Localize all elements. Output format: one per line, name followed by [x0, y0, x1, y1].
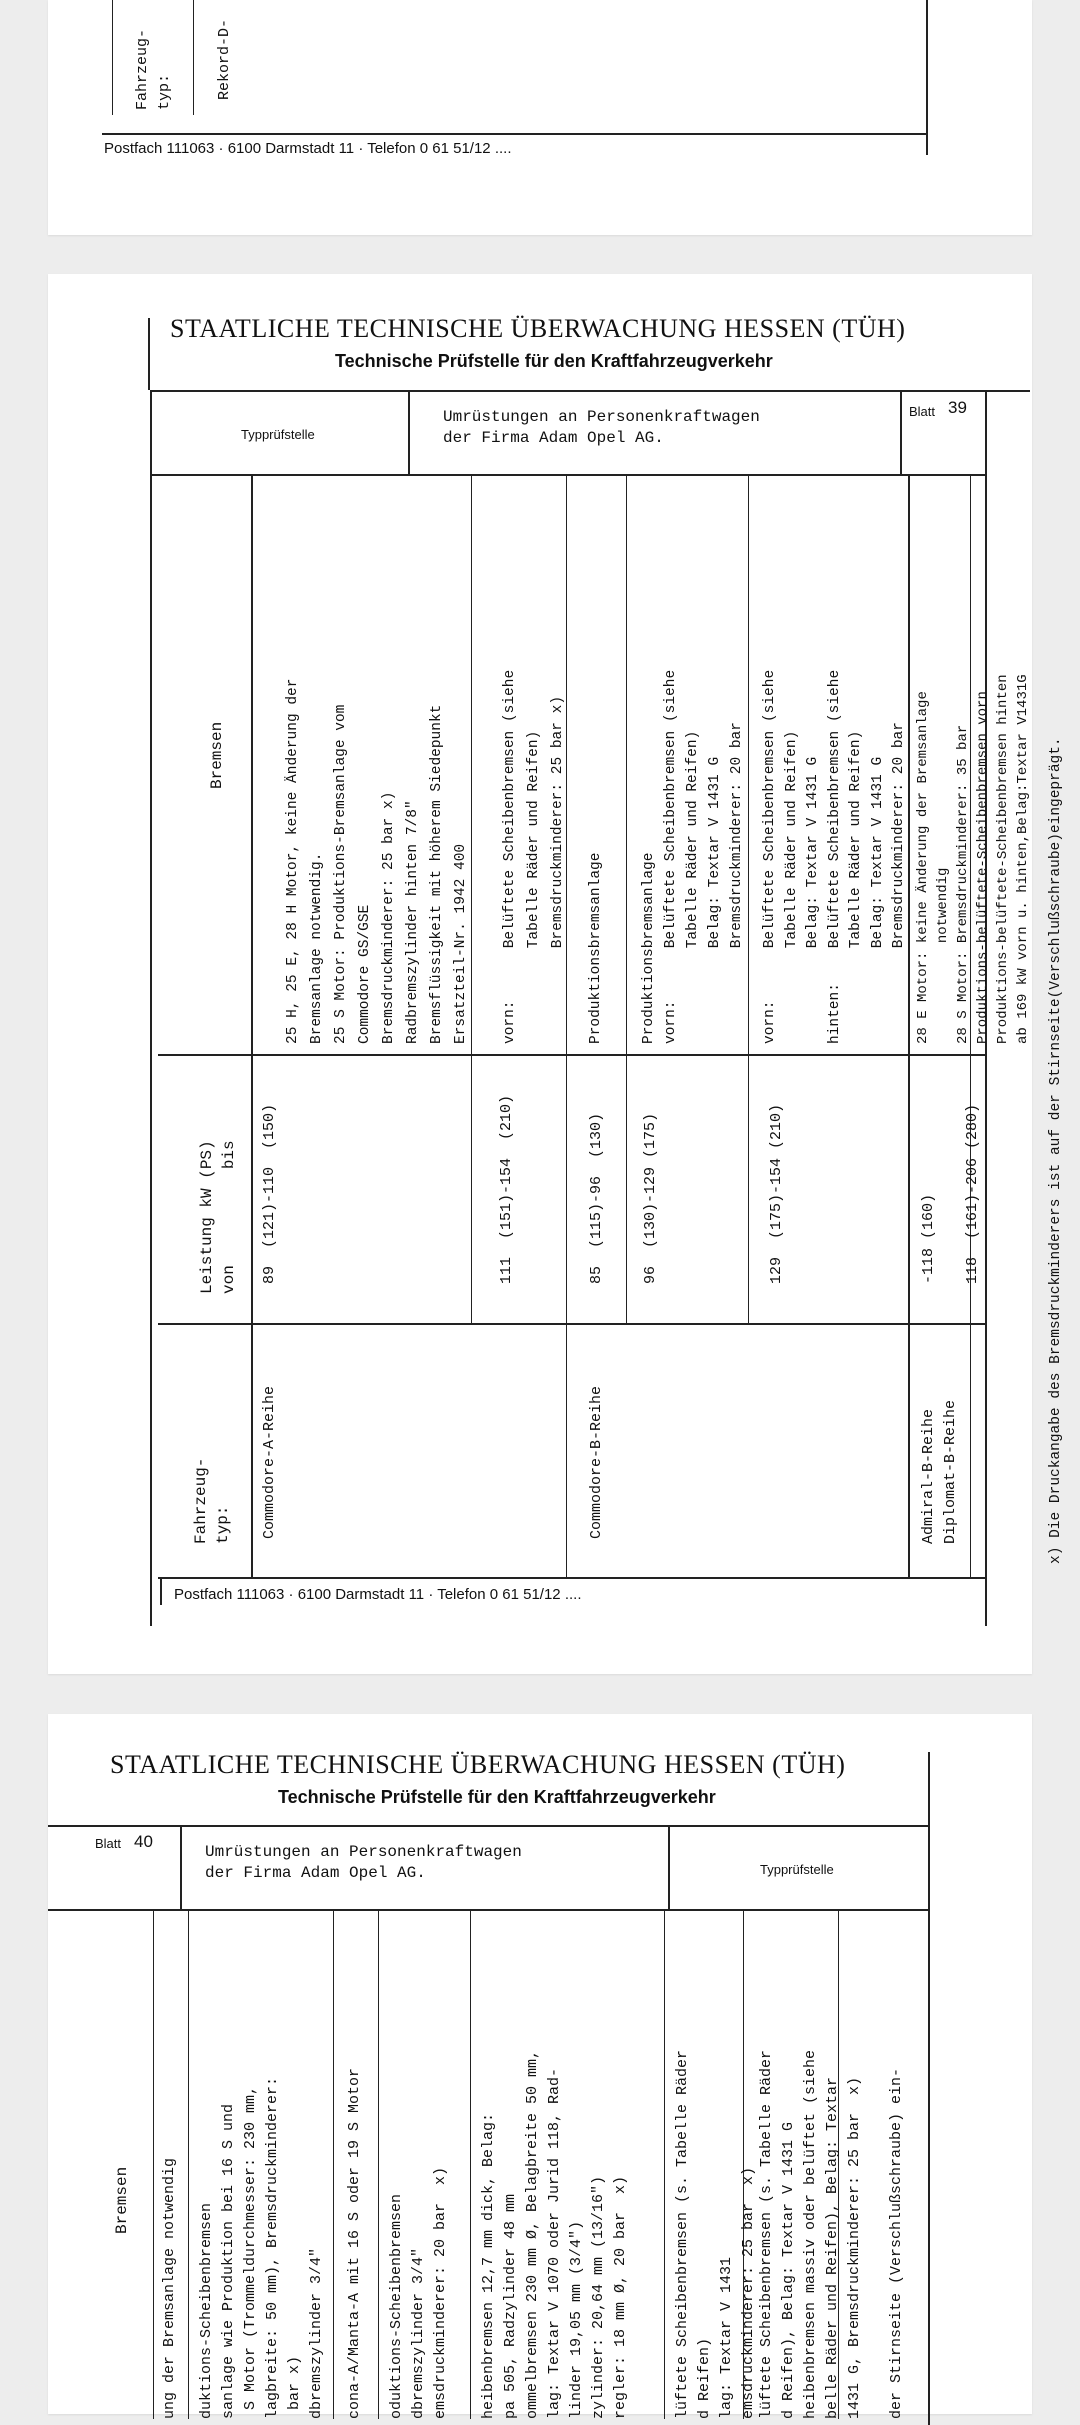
- footnote: x) Die Druckangabe des Bremsdruckminderers ist auf der Stirnseite(Verschlußschraube)eingeprägt.: [1048, 737, 1064, 1564]
- col-2: duktions-Scheibenbremsen sanlage wie Produktion bei 16 S und S Motor (Trommeldurchmesser: 230 mm, lagbreite: 50 mm), Bremsdruckminderer: bar x) dbremszylinder 3/4": [198, 2076, 325, 2419]
- frame-header-div2: [668, 1825, 670, 1911]
- frame-bottom: [158, 1577, 985, 1579]
- row-divider-4: [378, 1909, 379, 2419]
- row-divider-5: [470, 1909, 471, 2419]
- row-2-brakes: vorn: Belüftete Scheibenbremsen (siehe Tabelle Räder und Reifen) Bremsdruckminderer: 25 bar x): [502, 669, 566, 1044]
- frame-right-top: [928, 1752, 930, 1826]
- fahrzeugtyp-label: Fahrzeug- typ:: [134, 28, 173, 110]
- header-fahrzeugtyp: Fahrzeug- typ:: [192, 1457, 232, 1544]
- row-1-model: Commodore-A-Reihe: [261, 1385, 278, 1539]
- page-footer: Postfach 111063 · 6100 Darmstadt 11 · Telefon 0 61 51/12 ....: [174, 1586, 582, 1603]
- col-3: cona-A/Manta-A mit 16 S oder 19 S Motor: [346, 2067, 363, 2419]
- table-border-left: [112, 0, 113, 115]
- blatt-number: 40: [134, 1832, 153, 1851]
- table-col-divider-2: [158, 1323, 985, 1325]
- page-title: STAATLICHE TECHNISCHE ÜBERWACHUNG HESSEN (TÜH): [110, 1750, 846, 1779]
- row-divider-1: [251, 474, 253, 1577]
- row-2-power: 111 (151)-154 (210): [498, 1094, 515, 1284]
- document-page-40: [48, 1714, 1032, 2419]
- page-title: STAATLICHE TECHNISCHE ÜBERWACHUNG HESSEN (TÜH): [170, 314, 906, 343]
- page-footer: Postfach 111063 · 6100 Darmstadt 11 · Telefon 0 61 51/12 ....: [104, 140, 512, 157]
- col-1: ung der Bremsanlage notwendig: [161, 2157, 178, 2419]
- col-8: der Stirnseite (Verschlußschraube) ein-: [888, 2067, 905, 2419]
- document-page-1: [48, 0, 1032, 235]
- table-border-bottom: [102, 133, 928, 135]
- frame-header-top: [150, 390, 1030, 392]
- footer-tick: [160, 1577, 162, 1605]
- row-divider-3: [333, 1909, 334, 2419]
- row-divider-2: [188, 1909, 189, 2419]
- frame-header-div1: [180, 1825, 182, 1911]
- header-bremsen: Bremsen: [113, 2166, 131, 2234]
- blatt-number: 39: [948, 398, 967, 417]
- row-3-model: Commodore-B-Reihe: [588, 1385, 605, 1539]
- row-divider-1: [153, 1909, 154, 2419]
- header-leistung: Leistung kW (PS) von bis: [198, 1140, 238, 1294]
- header-bremsen: Bremsen: [208, 721, 226, 789]
- frame-header-div2: [900, 390, 902, 476]
- document-title: Umrüstungen an Personenkraftwagen der Firma Adam Opel AG.: [443, 408, 760, 447]
- row-divider-4: [626, 474, 627, 1323]
- frame-right: [928, 1825, 930, 2425]
- typpruefstelle-label: Typprüfstelle: [760, 1862, 834, 1877]
- frame-left: [150, 390, 152, 1626]
- model-label: Rekord-D-: [216, 18, 233, 100]
- row-6-brakes: 28 E Motor: keine Änderung der Bremsanlage notwendig 28 S Motor: Bremsdruckminderer: 35 bar Produktions-belüftete-Scheibenbremsen vorn Produktions-belüftete-Scheibenbremsen hinten ab 169 kW vorn u. hinten,Belag:Textar V1431G: [915, 674, 1031, 1044]
- row-3-power: 85 (115)-96 (130): [588, 1112, 605, 1284]
- row-6-power: -118 (160) 118 (161)-206 (280): [920, 1103, 981, 1284]
- row-3-brakes: Produktionsbremsanlage: [588, 852, 604, 1044]
- table-border-col: [193, 0, 194, 115]
- blatt-label: Blatt: [909, 404, 936, 419]
- document-page-39: [48, 274, 1064, 1674]
- col-4: oduktions-Scheibenbremsen dbremszylinder 3/4" emsdruckminderer: 20 bar x): [388, 2166, 449, 2419]
- row-5-power: 129 (175)-154 (210): [768, 1103, 785, 1284]
- row-1-brakes: 25 H, 25 E, 28 H Motor, keine Änderung der Bremsanlage notwendig. 25 S Motor: Produktions-Bremsanlage vom Commodore GS/GSE Bremsdruckminderer: 25 bar x) Radbremszylinder hinten 7/8" Bremsflüssigkeit mit höherem Siedepunkt Ersatzteil-Nr. 1942 400: [285, 678, 469, 1044]
- row-4-brakes: Produktionsbremsanlage vorn: Belüftete Scheibenbremsen (siehe Tabelle Räder und Reifen) Belag: Textar V 1431 G Bremsdruckminderer: 20 bar: [641, 669, 745, 1044]
- frame-header-bottom: [150, 474, 985, 476]
- row-divider-5: [748, 474, 749, 1323]
- row-divider-6: [664, 1909, 665, 2419]
- frame-header-div1: [408, 390, 410, 476]
- table-border-right: [926, 0, 928, 155]
- blatt-label: Blatt: [95, 1836, 122, 1851]
- table-col-divider-1: [158, 1054, 985, 1056]
- col-6: lüftete Scheibenbremsen (s. Tabelle Räder d Reifen) lag: Textar V 1431 emsdruckminderer: 25 bar x): [674, 2049, 757, 2419]
- row-4-power: 96 (130)-129 (175): [642, 1112, 659, 1284]
- document-title: Umrüstungen an Personenkraftwagen der Firma Adam Opel AG.: [205, 1843, 522, 1882]
- page-subtitle: Technische Prüfstelle für den Kraftfahrzeugverkehr: [278, 1787, 716, 1807]
- col-7: lüftete Scheibenbremsen (s. Tabelle Räder d Reifen), Belag: Textar V 1431 G heibenbremsen massiv oder belüftet (siehe belle Räder und Reifen), Belag: Textar 1431 G, Bremsdruckminderer: 25 bar x): [758, 2049, 863, 2419]
- typpruefstelle-label: Typprüfstelle: [241, 427, 315, 442]
- frame-left-top: [148, 318, 150, 390]
- row-1-power: 89 (121)-110 (150): [261, 1103, 278, 1284]
- row-6-model: Admiral-B-Reihe Diplomat-B-Reihe: [920, 1399, 959, 1544]
- page-subtitle: Technische Prüfstelle für den Kraftfahrzeugverkehr: [335, 351, 773, 371]
- row-5-brakes: vorn: Belüftete Scheibenbremsen (siehe Tabelle Räder und Reifen) Belag: Textar V 1431 G hinten: Belüftete Scheibenbremsen (siehe Tabelle Räder und Reifen) Belag: Textar V 1431 G Bremsdruckminderer: 20 bar: [762, 669, 907, 1044]
- col-5: heibenbremsen 12,7 mm dick, Belag: pa 505, Radzylinder 48 mm ommelbremsen 230 mm Ø, Belagbreite 50 mm, lag: Textar V 1070 oder Jurid 118, Rad- linder 19,05 mm (3/4") zylinder: 20,64 mm (13/16") regler: 18 mm Ø, 20 bar x): [480, 2049, 629, 2419]
